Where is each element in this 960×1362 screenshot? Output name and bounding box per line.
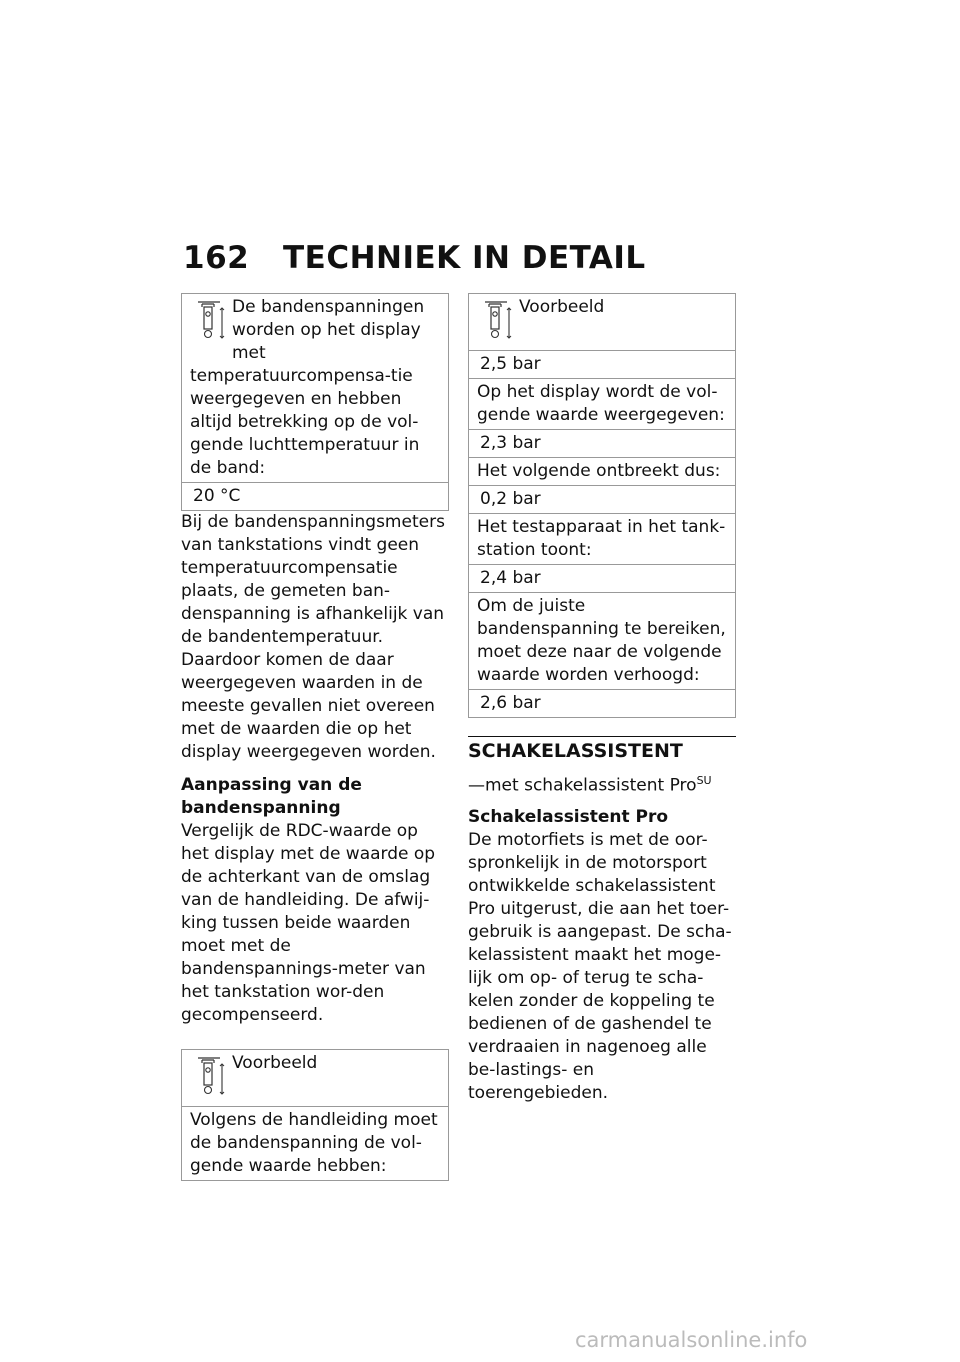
paragraph: Bij de bandenspanningsmeters van tankstations vindt geen temperatuurcompensatie plaats, de gemeten ban-denspanning is afhankelijk van de bandentemperatuur. Daardoor komen de daar weergegeven waarden in de meeste gevallen niet overeen met de waarden die op het display weergegeven worden.	[181, 512, 445, 762]
variant-code: SU	[696, 774, 712, 787]
left-column	[181, 293, 449, 1181]
example-text: Het volgende ontbreekt dus:	[469, 458, 736, 486]
example-title-cell	[469, 294, 736, 351]
example-value: 2,4 bar	[469, 565, 736, 593]
example-title: Voorbeeld	[519, 297, 605, 317]
example-text: Het testapparaat in het tank-station toont:	[469, 514, 736, 565]
page-header	[183, 240, 646, 276]
example-text: Op het display wordt de vol-gende waarde weergegeven:	[469, 379, 736, 430]
paragraph: Vergelijk de RDC-waarde op het display met de waarde op de achterkant van de omslag van de handleiding. De afwij-king tussen beide waarden moet met de bandenspannings-meter van het tankstation wor-den gecompenseerd.	[181, 821, 436, 1025]
example-title: Voorbeeld	[232, 1053, 318, 1073]
example-text: Om de juiste bandenspanning te bereiken, moet deze naar de volgende waarde worden verhoogd:	[469, 593, 736, 690]
note-box	[181, 293, 449, 511]
example-value: 2,5 bar	[469, 351, 736, 379]
subheading: Schakelassistent Pro	[468, 806, 669, 827]
example-value: 0,2 bar	[469, 486, 736, 514]
right-column	[468, 293, 736, 1105]
page-number: 162	[183, 240, 250, 276]
variant-label: —met schakelassistent Pro	[468, 775, 697, 796]
example-title-cell	[182, 1050, 449, 1107]
tire-gauge-icon	[190, 300, 226, 344]
section-divider	[468, 736, 736, 763]
tire-gauge-icon	[477, 300, 513, 344]
example-box	[468, 293, 736, 718]
note-text-cell	[182, 294, 449, 483]
note-value: 20 °C	[182, 483, 449, 511]
paragraph: De motorfiets is met de oor-spronkelijk in de motorsport ontwikkelde schakelassistent Pro uitgerust, die aan het toer-gebruik is aangepast. De scha-kelassistent maakt het moge-lijk om op- of terug te scha-kelen zonder de koppeling te bedienen of de gashendel te verdraaien in nagenoeg alle be-lastings- en toerengebieden.	[468, 829, 732, 1103]
page-title: TECHNIEK IN DETAIL	[283, 240, 646, 276]
variant-line	[468, 769, 736, 798]
example-text: Volgens de handleiding moet de bandenspanning de vol-gende waarde hebben:	[182, 1107, 449, 1181]
note-text: De bandenspanningen worden op het display met temperatuurcompensa-tie weergegeven en hebben altijd betrekking op de vol-gende luchttemperatuur in de band:	[190, 297, 425, 478]
watermark: carmanualsonline.info	[575, 1328, 808, 1352]
subheading: Aanpassing van de bandenspanning	[181, 775, 362, 818]
tire-gauge-icon	[190, 1056, 226, 1100]
example-value: 2,3 bar	[469, 430, 736, 458]
example-box	[181, 1049, 449, 1181]
example-value: 2,6 bar	[469, 690, 736, 718]
section-title: SCHAKELASSISTENT	[468, 740, 683, 762]
